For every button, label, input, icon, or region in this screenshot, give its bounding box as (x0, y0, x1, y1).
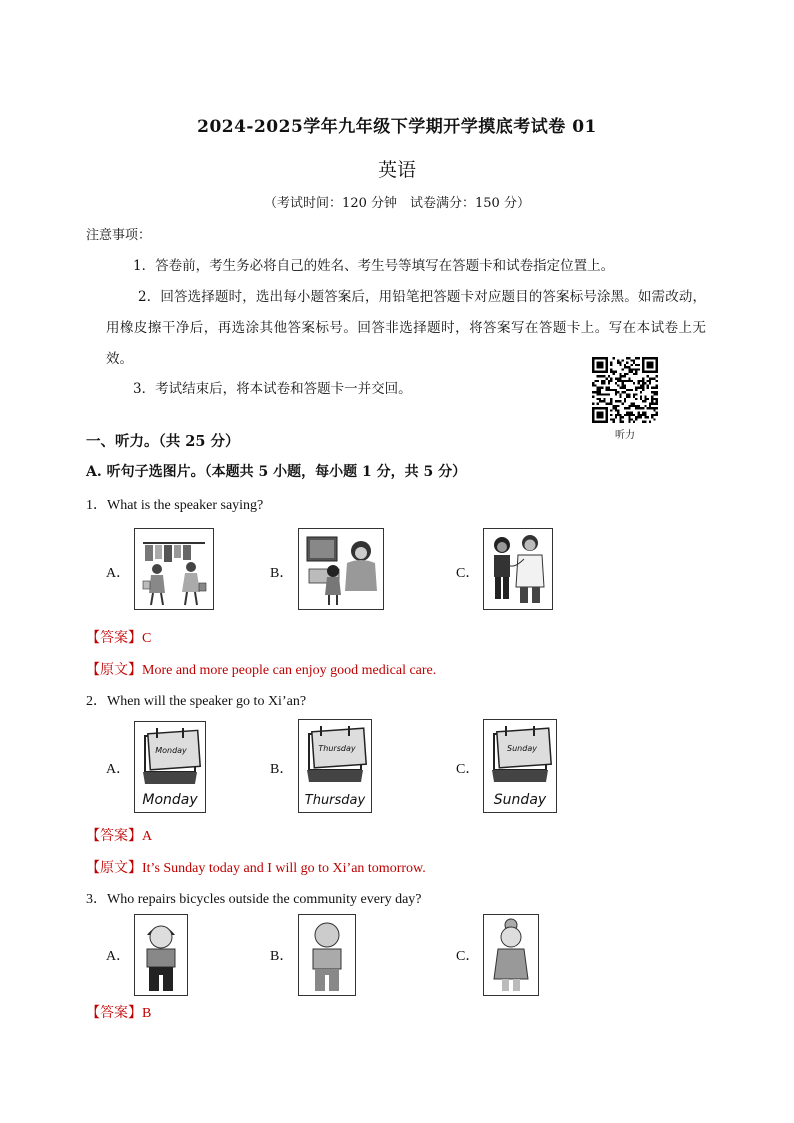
q2-option-c-calendar-image[interactable] (483, 719, 557, 813)
q2-original-text (86, 857, 426, 877)
q1-option-b-label: B． (270, 566, 294, 581)
answer-tag: 【答案】 (86, 1005, 142, 1021)
answer-tag: 【答案】 (86, 828, 142, 844)
original-value: It’s Sunday today and I will go to Xi’an tomorrow. (142, 861, 426, 876)
q3-answer (86, 1002, 151, 1022)
q2-calendar-a-small-text: Monday (155, 746, 187, 755)
note-item-2: 2．回答选择题时，选出每小题答案后，用铅笔把答题卡对应题目的答案标号涂黑。如需改动，用橡皮擦干净后，再选涂其他答案标号。回答非选择题时，将答案写在答题卡上。写在本试卷上无效。 (106, 289, 706, 367)
q2-option-b-calendar-image[interactable] (298, 719, 372, 813)
qr-code-icon (592, 357, 658, 423)
q1-option-b-computer-image[interactable] (298, 528, 384, 610)
q1-original-text (86, 659, 436, 679)
q1-option-c-doctor-image[interactable] (483, 528, 553, 610)
subject-title: 英语 (377, 159, 416, 181)
q2-option-b-label: B． (270, 762, 294, 777)
note-item-1: 1．答卷前，考生务必将自己的姓名、考生号等填写在答题卡和试卷指定位置上。 (133, 258, 615, 274)
original-value: More and more people can enjoy good medical care. (142, 663, 437, 678)
answer-value: A (142, 829, 153, 844)
exam-title: 2024-2025学年九年级下学期开学摸底考试卷 01 (197, 117, 597, 137)
question-2-stem: 2．When will the speaker go to Xi’an? (86, 694, 307, 709)
q2-calendar-b-small-text: Thursday (318, 744, 356, 753)
q2-calendar-c-small-text: Sunday (507, 744, 537, 753)
q3-option-b-old-man-image[interactable] (298, 914, 356, 996)
q2-calendar-c-text: Sunday (493, 792, 547, 808)
section-listening-title: 一、听力。（共 25 分） (86, 433, 240, 450)
exam-info: （考试时间：120 分钟 试卷满分：150 分） (264, 196, 530, 211)
q2-option-c-label: C． (456, 762, 480, 777)
question-1-stem: 1．What is the speaker saying? (86, 498, 264, 513)
q2-option-a-calendar-image[interactable] (134, 721, 206, 813)
note-item-3: 3．考试结束后，将本试卷和答题卡一并交回。 (133, 381, 412, 397)
q3-option-a-boy-image[interactable] (134, 914, 188, 996)
q2-calendar-b-text: Thursday (304, 793, 366, 808)
q1-option-a-label: A． (106, 566, 131, 581)
q2-answer (86, 825, 152, 845)
q3-option-c-label: C． (456, 949, 480, 964)
notes-heading: 注意事项： (86, 228, 152, 243)
q2-calendar-a-text: Monday (142, 792, 198, 808)
answer-tag: 【答案】 (86, 630, 142, 646)
question-3-stem: 3．Who repairs bicycles outside the community every day? (86, 892, 422, 907)
original-tag: 【原文】 (86, 662, 142, 678)
answer-value: C (142, 631, 152, 646)
q1-option-c-label: C． (456, 566, 480, 581)
section-a-title: A. 听句子选图片。（本题共 5 小题，每小题 1 分，共 5 分） (86, 464, 467, 480)
answer-value: B (142, 1006, 152, 1021)
q1-answer (86, 627, 151, 647)
q3-option-b-label: B． (270, 949, 294, 964)
qr-label: 听力 (615, 430, 635, 441)
q1-option-a-shopping-image[interactable] (134, 528, 214, 610)
q3-option-c-old-woman-image[interactable] (483, 914, 539, 996)
q3-option-a-label: A． (106, 949, 131, 964)
original-tag: 【原文】 (86, 860, 142, 876)
q2-option-a-label: A． (106, 762, 131, 777)
